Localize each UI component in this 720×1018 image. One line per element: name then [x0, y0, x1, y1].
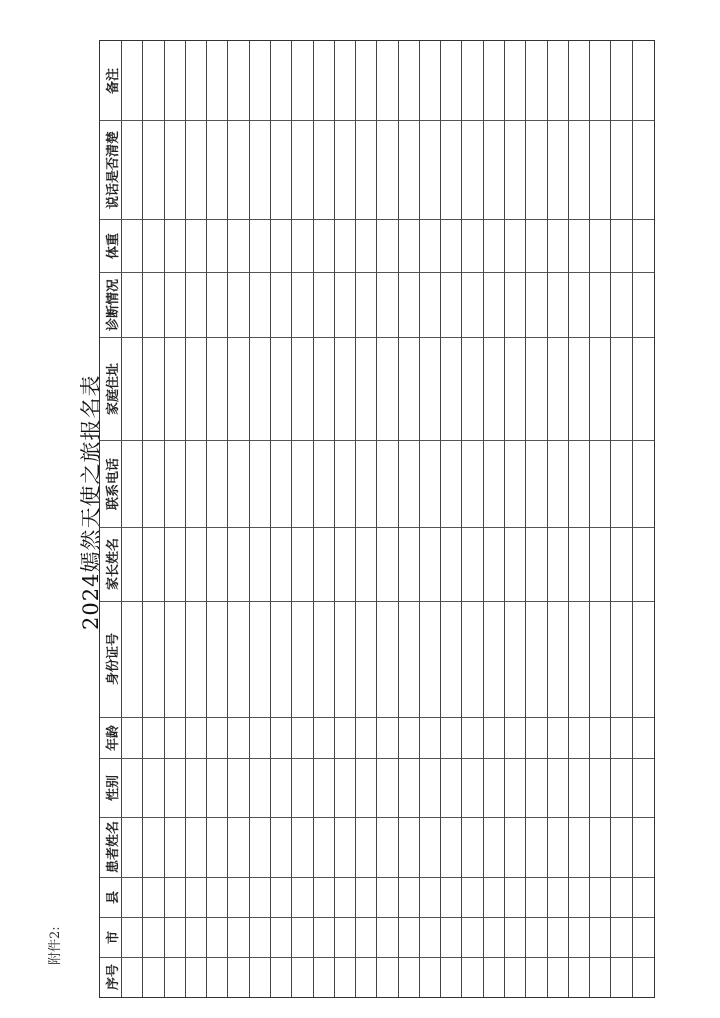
column-header: 市 — [106, 930, 121, 944]
row-divider — [525, 41, 526, 997]
registration-table — [99, 40, 655, 998]
row-divider — [376, 41, 377, 997]
row-divider — [249, 41, 250, 997]
row-divider — [610, 41, 611, 997]
row-divider — [568, 41, 569, 997]
row-divider — [398, 41, 399, 997]
row-divider — [291, 41, 292, 997]
column-header: 性别 — [106, 774, 121, 801]
row-divider — [461, 41, 462, 997]
row-divider — [589, 41, 590, 997]
column-header: 年龄 — [106, 724, 121, 751]
column-header: 诊断情况 — [106, 278, 121, 331]
row-divider — [504, 41, 505, 997]
row-divider — [419, 41, 420, 997]
page-title: 2024嫣然天使之旅报名表 — [79, 374, 103, 630]
column-header: 备注 — [106, 67, 121, 94]
header-separator — [121, 41, 122, 997]
column-header: 序号 — [106, 963, 121, 990]
row-divider — [270, 41, 271, 997]
column-header: 家庭住址 — [106, 362, 121, 415]
column-header: 患者姓名 — [106, 820, 121, 873]
row-divider — [313, 41, 314, 997]
column-header: 身份证号 — [106, 632, 121, 685]
annex-label: 附件2: — [48, 926, 63, 965]
row-divider — [227, 41, 228, 997]
row-divider — [164, 41, 165, 997]
row-divider — [355, 41, 356, 997]
column-header: 家长姓名 — [106, 537, 121, 590]
row-divider — [632, 41, 633, 997]
row-divider — [483, 41, 484, 997]
column-header: 县 — [106, 890, 121, 904]
column-header: 联系电话 — [106, 457, 121, 510]
column-header: 说话是否清楚 — [106, 130, 121, 209]
row-divider — [206, 41, 207, 997]
row-divider — [547, 41, 548, 997]
row-divider — [142, 41, 143, 997]
column-header: 体重 — [106, 232, 121, 259]
row-divider — [440, 41, 441, 997]
row-divider — [185, 41, 186, 997]
row-divider — [334, 41, 335, 997]
